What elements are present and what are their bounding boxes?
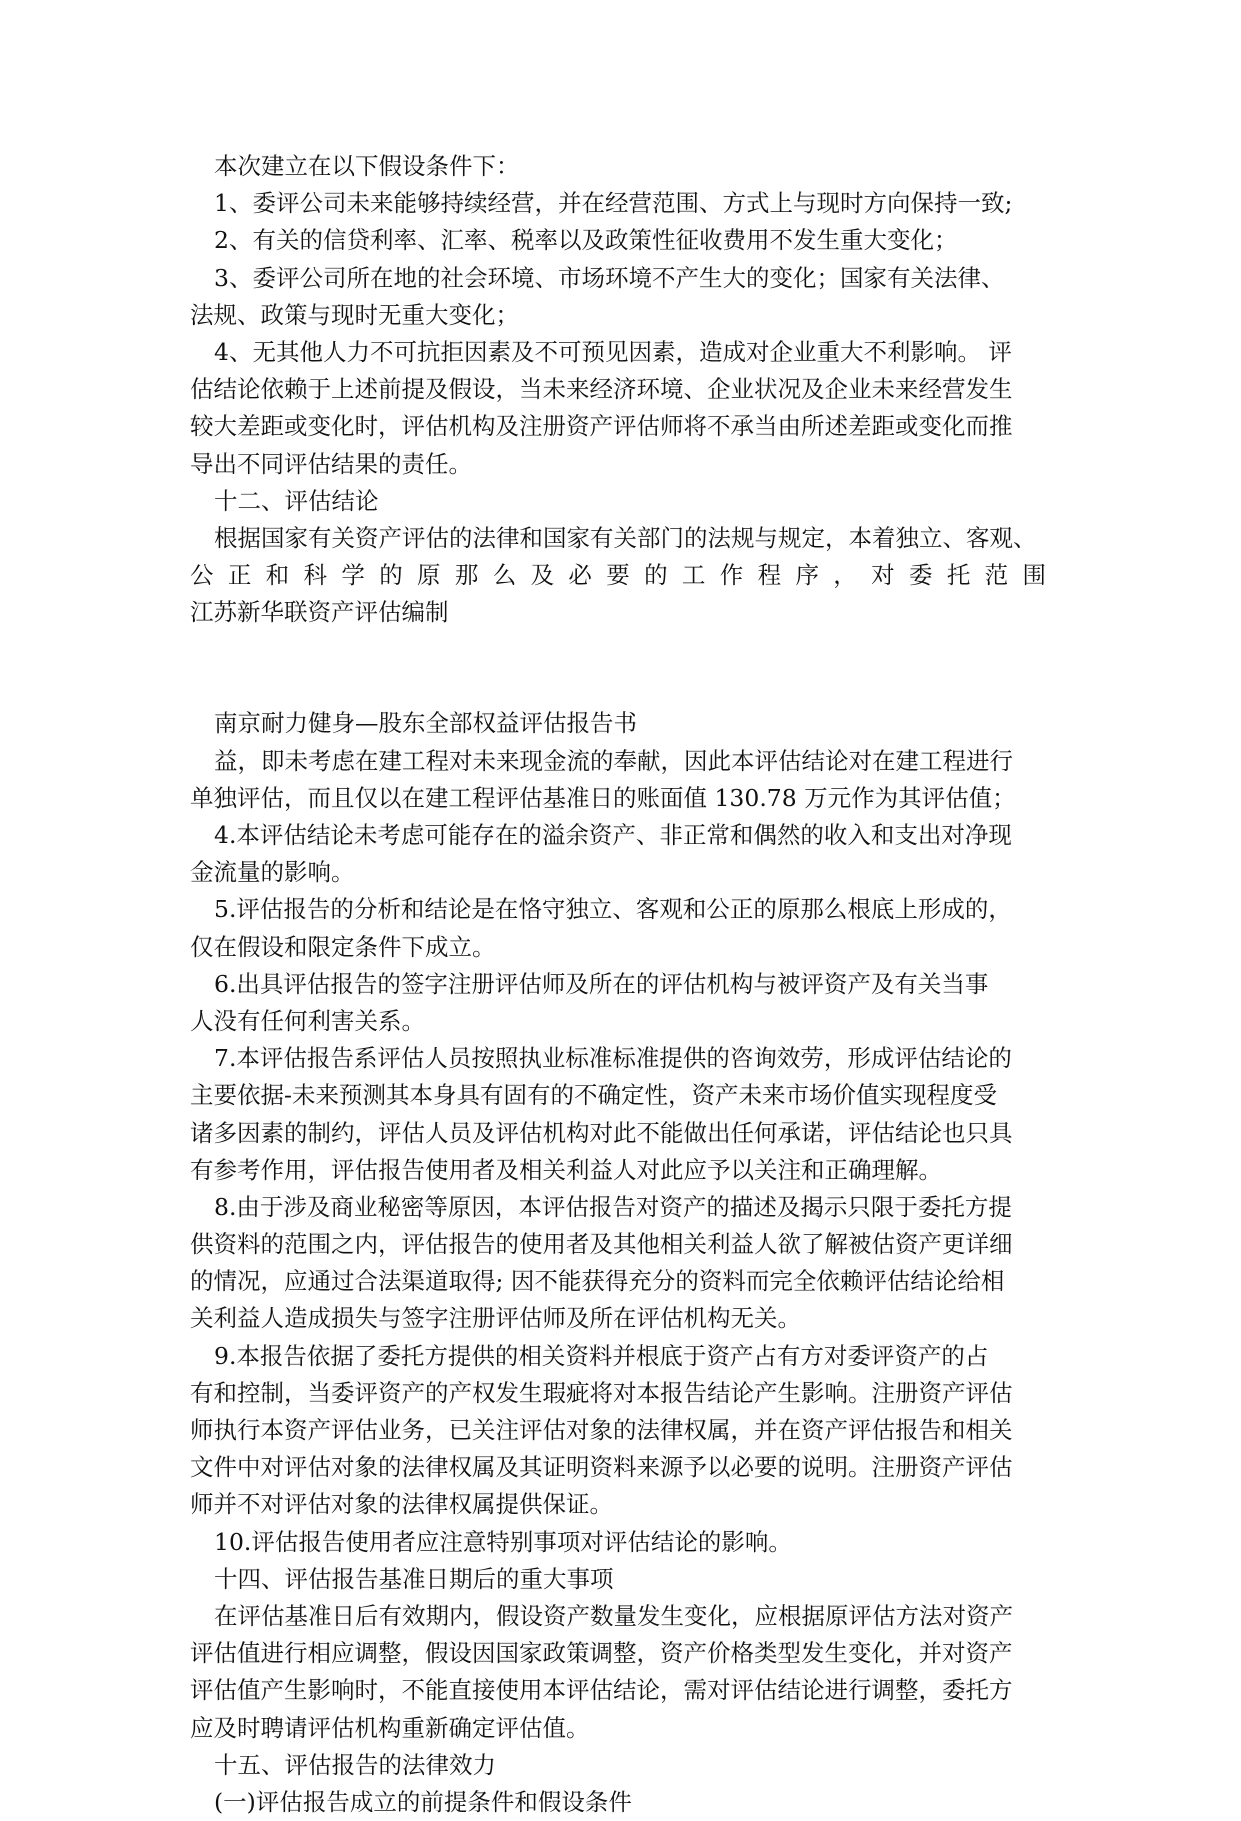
text-line: 评估值产生影响时，不能直接使用本评估结论，需对评估结论进行调整，委托方 [190, 1676, 1013, 1705]
text-line: 的情况，应通过合法渠道取得; 因不能获得充分的资料而完全依赖评估结论给相 [190, 1267, 1005, 1296]
text-line: 8.由于涉及商业秘密等原因，本评估报告对资产的描述及揭示只限于委托方提 [214, 1192, 1012, 1221]
text-line: 10.评估报告使用者应注意特别事项对评估结论的影响。 [214, 1527, 792, 1556]
text-line: 关利益人造成损失与签字注册评估师及所在评估机构无关。 [190, 1304, 801, 1333]
text-line: 仅在假设和限定条件下成立。 [190, 932, 496, 961]
text-line: 诸多因素的制约，评估人员及评估机构对此不能做出任何承诺，评估结论也只具 [190, 1118, 1013, 1147]
text-line: (一)评估报告成立的前提条件和假设条件 [214, 1787, 632, 1816]
text-line: 估结论依赖于上述前提及假设，当未来经济环境、企业状况及企业未来经营发生 [190, 375, 1013, 404]
text-line: 有参考作用，评估报告使用者及相关利益人对此应予以关注和正确理解。 [190, 1155, 942, 1184]
text-line: 公 正 和 科 学 的 原 那 么 及 必 要 的 工 作 程 序 ， 对 委 托 范 围 [190, 561, 1046, 590]
text-line: 十五、评估报告的法律效力 [214, 1750, 496, 1779]
text-line: 4、无其他人力不可抗拒因素及不可预见因素，造成对企业重大不利影响。 评 [214, 337, 1012, 366]
document-page [190, 148, 1046, 1821]
text-line: 应及时聘请评估机构重新确定评估值。 [190, 1713, 590, 1742]
text-line: 5.评估报告的分析和结论是在恪守独立、客观和公正的原那么根底上形成的， [214, 895, 1012, 924]
text-line: 主要依据-未来预测其本身具有固有的不确定性，资产未来市场价值实现程度受 [190, 1081, 997, 1110]
text-line: 6.出具评估报告的签字注册评估师及所在的评估机构与被评资产及有关当事 [214, 969, 989, 998]
text-line: 9.本报告依据了委托方提供的相关资料并根底于资产占有方对委评资产的占 [214, 1341, 989, 1370]
text-line: 7.本评估报告系评估人员按照执业标准标准提供的咨询效劳，形成评估结论的 [214, 1044, 1012, 1073]
text-line: 3、委评公司所在地的社会环境、市场环境不产生大的变化；国家有关法律、 [214, 263, 1005, 292]
text-line: 在评估基准日后有效期内，假设资产数量发生变化，应根据原评估方法对资产 [214, 1601, 1013, 1630]
text-line: 南京耐力健身—股东全部权益评估报告书 [214, 709, 637, 738]
text-line: 2、有关的信贷利率、汇率、税率以及政策性征收费用不发生重大变化； [214, 226, 958, 255]
text-line: 江苏新华联资产评估编制 [190, 598, 449, 627]
text-line: 文件中对评估对象的法律权属及其证明资料来源予以必要的说明。注册资产评估 [190, 1453, 1013, 1482]
text-line: 十二、评估结论 [214, 486, 379, 515]
text-line: 人没有任何利害关系。 [190, 1006, 425, 1035]
text-line: 本次建立在以下假设条件下： [214, 152, 520, 180]
text-line: 法规、政策与现时无重大变化； [190, 300, 519, 329]
text-line: 4.本评估结论未考虑可能存在的溢余资产、非正常和偶然的收入和支出对净现 [214, 821, 1012, 849]
text-line: 供资料的范围之内，评估报告的使用者及其他相关利益人欲了解被估资产更详细 [190, 1230, 1013, 1259]
text-line: 1、委评公司未来能够持续经营，并在经营范围、方式上与现时方向保持一致; [214, 189, 1013, 218]
text-line: 师并不对评估对象的法律权属提供保证。 [190, 1490, 613, 1519]
text-line: 师执行本资产评估业务，已关注评估对象的法律权属，并在资产评估报告和相关 [190, 1416, 1013, 1444]
text-line: 评估值进行相应调整，假设因国家政策调整，资产价格类型发生变化，并对资产 [190, 1639, 1013, 1668]
text-line: 单独评估，而且仅以在建工程评估基准日的账面值 130.78 万元作为其评估值； [190, 783, 1016, 812]
text-line: 十四、评估报告基准日期后的重大事项 [214, 1564, 614, 1593]
text-line: 金流量的影响。 [190, 858, 355, 887]
blank-line [190, 631, 1046, 705]
text-line: 有和控制，当委评资产的产权发生瑕疵将对本报告结论产生影响。注册资产评估 [190, 1378, 1013, 1407]
text-line: 导出不同评估结果的责任。 [190, 449, 472, 478]
text-line: 较大差距或变化时，评估机构及注册资产评估师将不承当由所述差距或变化而推 [190, 412, 1013, 441]
text-line: 根据国家有关资产评估的法律和国家有关部门的法规与规定，本着独立、客观、 [214, 523, 1037, 552]
text-line: 益，即未考虑在建工程对未来现金流的奉献，因此本评估结论对在建工程进行 [214, 746, 1013, 775]
